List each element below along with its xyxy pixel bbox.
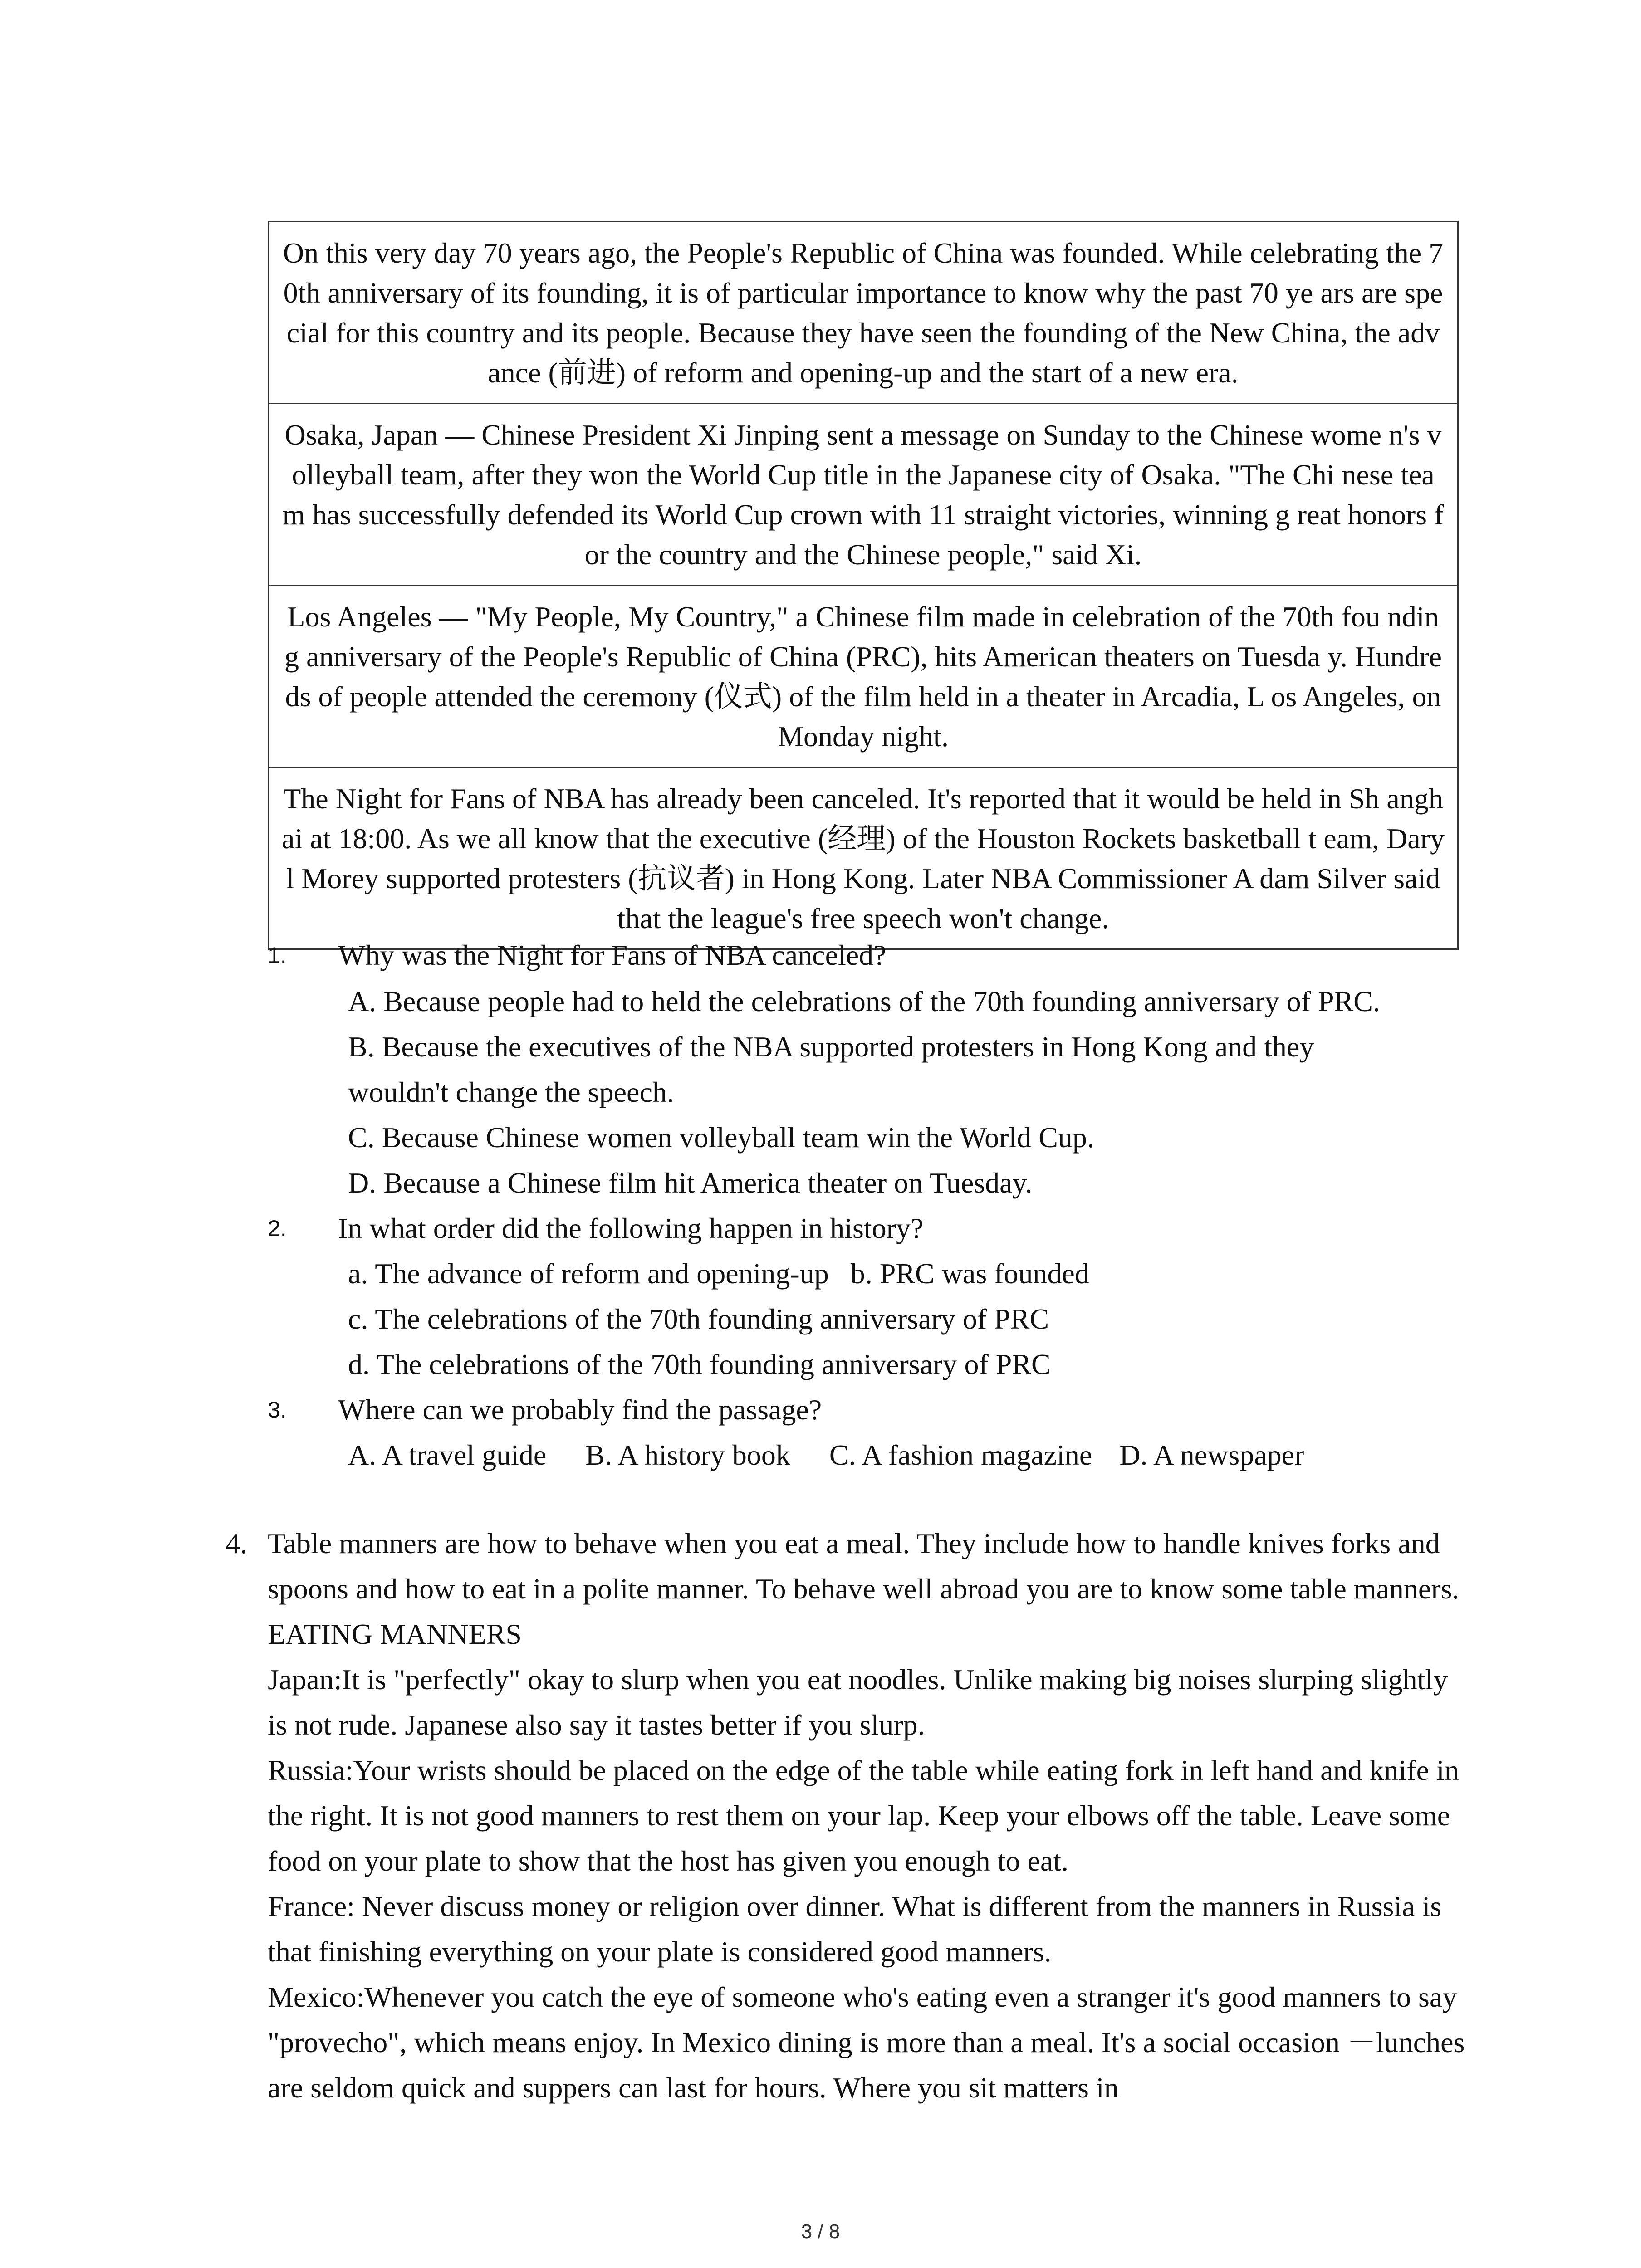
question-1-options	[348, 979, 1460, 1206]
section-intro: Table manners are how to behave when you eat a meal. They include how to handle knives forks and spoons and how to eat in a polite manner. To behave well abroad you are to know some table manners.	[268, 1527, 1460, 1605]
question-stem: Where can we probably find the passage?	[338, 1393, 822, 1426]
option-d: d. The celebrations of the 70th founding anniversary of PRC	[348, 1348, 1051, 1380]
question-3-options	[348, 1432, 1460, 1478]
option-d: D. A newspaper	[1119, 1439, 1304, 1471]
question-2-options	[348, 1251, 1460, 1387]
question-number: 1.	[268, 943, 287, 968]
option-c: C. A fashion magazine	[829, 1439, 1092, 1471]
option-d: D. Because a Chinese film hit America theater on Tuesday.	[348, 1167, 1033, 1199]
option-c: C. Because Chinese women volleyball team win the World Cup.	[348, 1121, 1094, 1154]
option-a-b: a. The advance of reform and opening-up b. PRC was founded	[348, 1257, 1089, 1290]
paragraph-japan: Japan:It is "perfectly" okay to slurp when you eat noodles. Unlike making big noises slurping slightly is not rude. Japanese also say it tastes better if you slurp.	[268, 1663, 1448, 1741]
option-c: c. The celebrations of the 70th founding anniversary of PRC	[348, 1303, 1049, 1335]
section-number: 4.	[225, 1527, 247, 1559]
paragraph-russia: Russia:Your wrists should be placed on the edge of the table while eating fork in left hand and knife in the right. It is not good manners to rest them on your lap. Keep your elbows off the table. Leave some food on your plate to show that the host has given you enough to eat.	[268, 1754, 1459, 1877]
passage-cell-prc-anniversary: On this very day 70 years ago, the People's Republic of China was founded. While celebrating the 70th anniversary of its founding, it is of particular importance to know why the past 70 ye ars are special for this country and its people. Because they have seen the founding of the New China, the advance (前进) of reform and opening-up and the start of a new era.	[269, 222, 1457, 404]
question-stem: In what order did the following happen in history?	[338, 1212, 924, 1244]
option-b: B. Because the executives of the NBA supported protesters in Hong Kong and they	[348, 1031, 1314, 1063]
passage-cell-nba: The Night for Fans of NBA has already been canceled. It's reported that it would be held in Sh anghai at 18:00. As we all know that the executive (经理) of the Houston Rockets basketball t eam, Daryl Morey supported protesters (抗议者) in Hong Kong. Later NBA Commissioner A dam Silver said that the league's free speech won't change.	[282, 782, 1445, 934]
option-a: A. A travel guide	[348, 1439, 547, 1471]
question-number: 3.	[268, 1397, 287, 1422]
passage-cell-film: Los Angeles — "My People, My Country," a Chinese film made in celebration of the 70th fou nding anniversary of the People's Republic of China (PRC), hits American theaters on Tuesda y. Hundreds of people attended the ceremony (仪式) of the film held in a theater in Arcadia, L os Angeles, on Monday night.	[269, 586, 1457, 768]
passage-cell-volleyball: Osaka, Japan — Chinese President Xi Jinping sent a message on Sunday to the Chinese wome n's volleyball team, after they won the World Cup title in the Japanese city of Osaka. "The Chi nese team has successfully defended its World Cup crown with 11 straight victories, winning g reat honors for the country and the Chinese people," said Xi.	[269, 404, 1457, 586]
option-a: A. Because people had to held the celebrations of the 70th founding anniversary of PRC.	[348, 985, 1380, 1017]
page-indicator: 3 / 8	[801, 2220, 840, 2243]
question-stem: Why was the Night for Fans of NBA canceled?	[338, 939, 887, 971]
section-heading: EATING MANNERS	[268, 1618, 522, 1650]
question-number: 2.	[268, 1216, 287, 1241]
paragraph-mexico: Mexico:Whenever you catch the eye of someone who's eating even a stranger it's good manners to say "provecho", which means enjoy. In Mexico dining is more than a meal. It's a social occasion －lunches are seldom quick and suppers can last for hours. Where you sit matters in	[268, 1981, 1465, 2104]
paragraph-france: France: Never discuss money or religion over dinner. What is different from the manners in Russia is that finishing everything on your plate is considered good manners.	[268, 1890, 1442, 1968]
option-b: B. A history book	[585, 1439, 790, 1471]
option-b-continued: wouldn't change the speech.	[348, 1076, 674, 1108]
passages-table	[268, 221, 1459, 950]
